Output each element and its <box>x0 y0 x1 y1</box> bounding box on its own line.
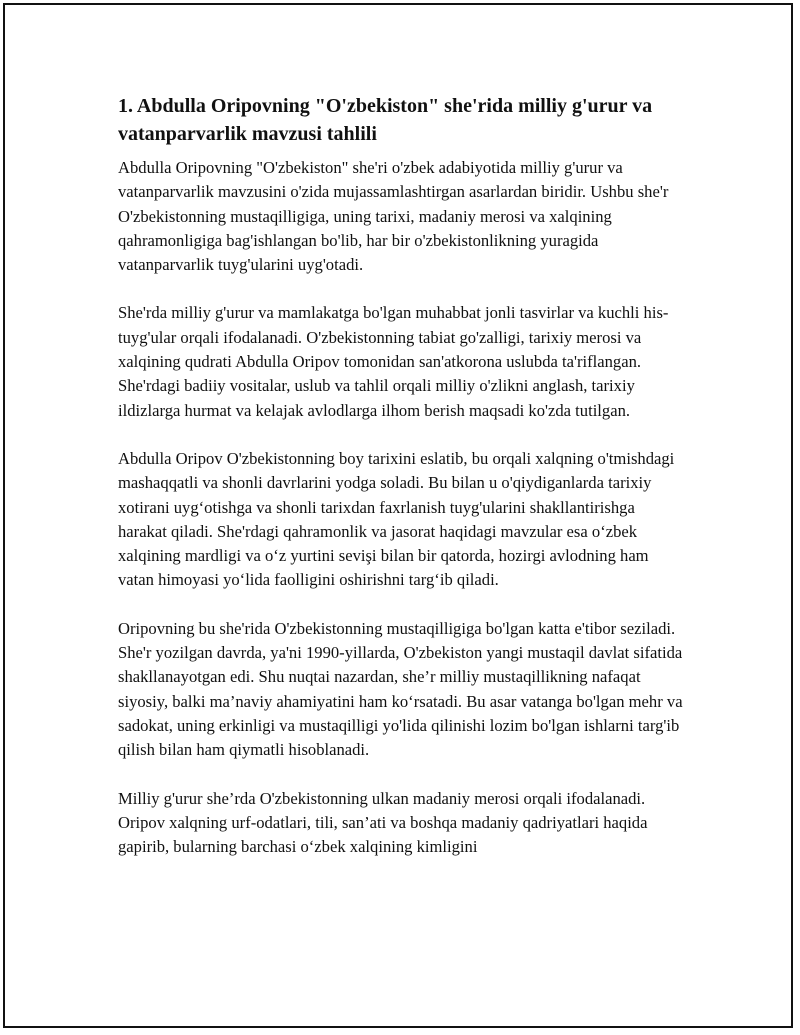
section-heading: 1. Abdulla Oripovning "O'zbekiston" she'rida milliy g'urur va vatanparvarlik mavzusi tahlili <box>118 95 653 145</box>
document-body <box>118 92 683 883</box>
paragraph-2: She'rda milliy g'urur va mamlakatga bo'lgan muhabbat jonli tasvirlar va kuchli his-tuyg'ular orqali ifodalanadi. O'zbekistonning tabiat go'zalligi, tarixiy merosi va xalqining qudrati Abdulla Oripov tomonidan san'atkorona uslubda ta'riflangan. She'rdagi badiiy vositalar, uslub va tahlil orqali milliy o'zlikni anglash, tarixiy ildizlarga hurmat va kelajak avlodlarga ilhom berish maqsadi ko'zda tutilgan. <box>118 303 669 420</box>
paragraph-5: Milliy g'urur she’rda O'zbekistonning ulkan madaniy merosi orqali ifodalanadi. Oripov xalqning urf-odatlari, tili, san’ati va boshqa madaniy qadriyatlari haqida gapirib, bularning barchasi o‘zbek xalqining kimligini <box>118 788 648 857</box>
paragraph-1: Abdulla Oripovning "O'zbekiston" she'ri o'zbek adabiyotida milliy g'urur va vatanparvarlik mavzusini o'zida mujassamlashtirgan asarlardan biridir. Ushbu she'r O'zbekistonning mustaqilligiga, uning tarixi, madaniy merosi va xalqining qahramonligiga bag'ishlangan bo'lib, har bir o'zbekistonlikning yuragida vatanparvarlik tuyg'ularini uyg'otadi. <box>118 158 669 275</box>
paragraph-4: Oripovning bu she'rida O'zbekistonning mustaqilligiga bo'lgan katta e'tibor seziladi. She'r yozilgan davrda, ya'ni 1990-yillarda, O'zbekiston yangi mustaqil davlat sifatida shakllanayotgan edi. Shu nuqtai nazardan, she’r milliy mustaqillikning nafaqat siyosiy, balki ma’naviy ahamiyatini ham ko‘rsatadi. Bu asar vatanga bo'lgan mehr va sadokat, uning erkinligi va mustaqilligi yo'lida qilinishi lozim bo'lgan ishlarni targ'ib qilish bilan ham qiymatli hisoblanadi. <box>118 618 683 760</box>
paragraph-3: Abdulla Oripov O'zbekistonning boy tarixini eslatib, bu orqali xalqning o'tmishdagi mashaqqatli va shonli davrlarini yodga soladi. Bu bilan u o'qiydiganlarda tarixiy xotirani uyg‘otishga va shonli tarixdan faxrlanish tuyg'ularini shakllantirishga harakat qiladi. She'rdagi qahramonlik va jasorat haqidagi mavzular esa o‘zbek xalqining mardligi va o‘z yurtini sevişi bilan bir qatorda, hozirgi avlodning ham vatan himoyasi yo‘lida faolligini oshirishni targ‘ib qiladi. <box>118 448 675 590</box>
